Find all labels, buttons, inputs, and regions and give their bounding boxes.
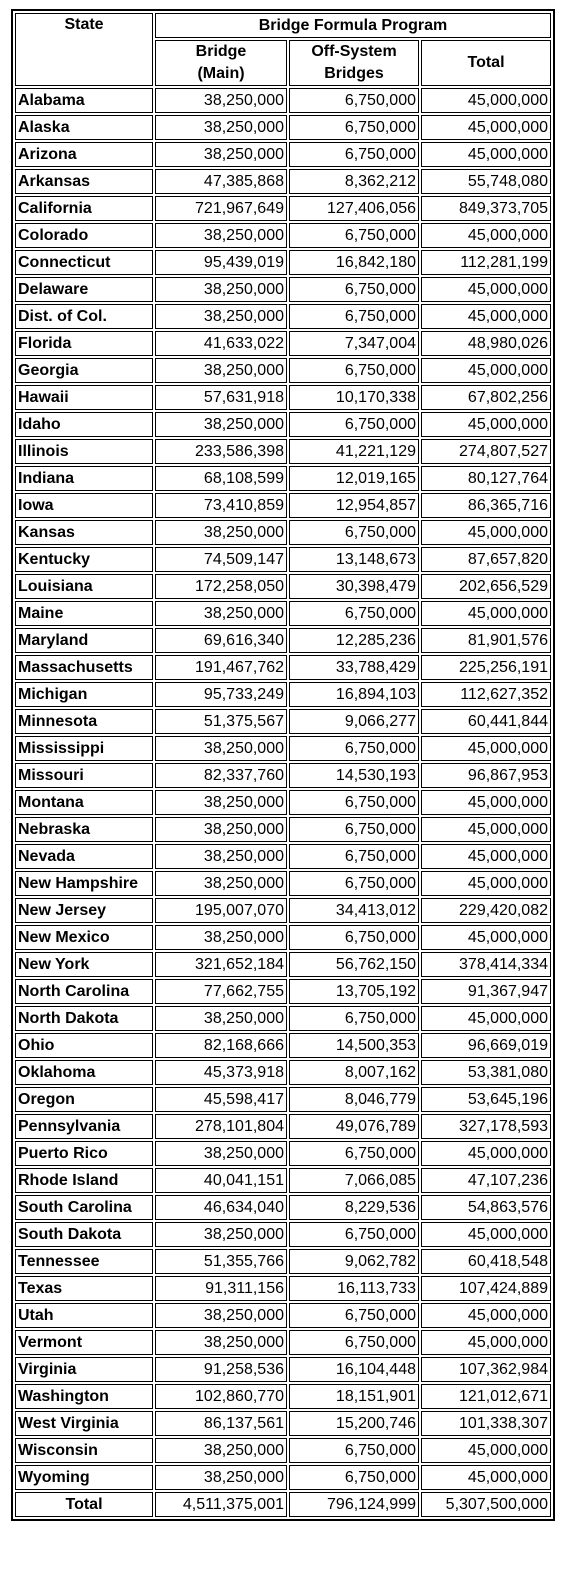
table-header [15,13,551,86]
state-cell: Wyoming [15,1465,153,1490]
bridge-main-cell: 102,860,770 [155,1384,287,1409]
program-group-header: Bridge Formula Program [155,13,551,38]
bridge-main-cell: 38,250,000 [155,601,287,626]
total-cell: 101,338,307 [421,1411,551,1436]
table-row [15,763,551,788]
state-cell: West Virginia [15,1411,153,1436]
state-cell: Indiana [15,466,153,491]
off-system-cell: 6,750,000 [289,1303,419,1328]
bridge-main-cell: 38,250,000 [155,1465,287,1490]
total-cell: 60,418,548 [421,1249,551,1274]
table-row [15,277,551,302]
state-cell: Wisconsin [15,1438,153,1463]
state-cell: Dist. of Col. [15,304,153,329]
bridge-main-cell: 95,733,249 [155,682,287,707]
off-system-cell: 10,170,338 [289,385,419,410]
state-cell: Pennsylvania [15,1114,153,1139]
state-cell: Utah [15,1303,153,1328]
table-row [15,1384,551,1409]
state-cell: Arizona [15,142,153,167]
off-system-cell: 8,362,212 [289,169,419,194]
table-row [15,385,551,410]
table-row [15,1249,551,1274]
total-cell: 45,000,000 [421,277,551,302]
table-row [15,1060,551,1085]
state-cell: North Dakota [15,1006,153,1031]
table-row [15,682,551,707]
state-cell: Delaware [15,277,153,302]
total-cell: 45,000,000 [421,1465,551,1490]
state-cell: Minnesota [15,709,153,734]
off-system-cell: 16,104,448 [289,1357,419,1382]
bridge-main-cell: 38,250,000 [155,1006,287,1031]
grand-total-value: 5,307,500,000 [421,1492,551,1517]
table-row [15,88,551,113]
total-cell: 45,000,000 [421,88,551,113]
table-row [15,1114,551,1139]
off-system-cell: 6,750,000 [289,817,419,842]
bridge-main-column-header [155,40,287,86]
table-row [15,628,551,653]
state-cell: Michigan [15,682,153,707]
total-cell: 80,127,764 [421,466,551,491]
total-cell: 45,000,000 [421,1303,551,1328]
table-row [15,844,551,869]
off-system-cell: 127,406,056 [289,196,419,221]
bridge-main-cell: 74,509,147 [155,547,287,572]
table-row [15,1168,551,1193]
off-system-cell: 6,750,000 [289,358,419,383]
total-cell: 327,178,593 [421,1114,551,1139]
total-cell: 229,420,082 [421,898,551,923]
state-cell: Oklahoma [15,1060,153,1085]
bridge-main-cell: 321,652,184 [155,952,287,977]
total-cell: 45,000,000 [421,871,551,896]
bridge-main-cell: 38,250,000 [155,115,287,140]
off-system-cell: 12,019,165 [289,466,419,491]
off-system-cell: 16,113,733 [289,1276,419,1301]
bridge-main-cell: 38,250,000 [155,790,287,815]
state-column-header: State [15,13,153,86]
total-cell: 55,748,080 [421,169,551,194]
table-row [15,601,551,626]
state-cell: Hawaii [15,385,153,410]
bridge-main-cell: 91,258,536 [155,1357,287,1382]
total-cell: 45,000,000 [421,736,551,761]
total-cell: 121,012,671 [421,1384,551,1409]
bridge-main-cell: 38,250,000 [155,412,287,437]
off-system-cell: 7,347,004 [289,331,419,356]
state-cell: Missouri [15,763,153,788]
off-system-cell: 15,200,746 [289,1411,419,1436]
total-cell: 81,901,576 [421,628,551,653]
off-system-cell: 9,066,277 [289,709,419,734]
total-cell: 53,645,196 [421,1087,551,1112]
bridge-main-cell: 38,250,000 [155,223,287,248]
off-system-cell: 6,750,000 [289,1222,419,1247]
bridge-main-cell: 82,168,666 [155,1033,287,1058]
off-system-header-line2: Bridges [324,65,384,82]
state-cell: Illinois [15,439,153,464]
state-cell: Georgia [15,358,153,383]
bridge-main-cell: 69,616,340 [155,628,287,653]
state-cell: New Mexico [15,925,153,950]
total-cell: 274,807,527 [421,439,551,464]
off-system-cell: 6,750,000 [289,1330,419,1355]
total-cell: 45,000,000 [421,142,551,167]
state-cell: South Dakota [15,1222,153,1247]
bridge-main-cell: 38,250,000 [155,1222,287,1247]
total-cell: 91,367,947 [421,979,551,1004]
state-cell: Kansas [15,520,153,545]
table-row [15,412,551,437]
table-row [15,331,551,356]
state-cell: Rhode Island [15,1168,153,1193]
bridge-main-cell: 38,250,000 [155,817,287,842]
table-row [15,115,551,140]
bridge-main-cell: 38,250,000 [155,142,287,167]
total-cell: 107,424,889 [421,1276,551,1301]
bridge-main-cell: 51,375,567 [155,709,287,734]
bridge-main-cell: 38,250,000 [155,925,287,950]
total-cell: 48,980,026 [421,331,551,356]
off-system-cell: 6,750,000 [289,736,419,761]
off-system-cell: 6,750,000 [289,1465,419,1490]
total-cell: 67,802,256 [421,385,551,410]
table-body [15,88,551,1490]
total-cell: 45,000,000 [421,601,551,626]
bridge-main-cell: 73,410,859 [155,493,287,518]
total-cell: 45,000,000 [421,817,551,842]
table-row [15,1411,551,1436]
off-system-cell: 6,750,000 [289,223,419,248]
state-cell: Puerto Rico [15,1141,153,1166]
total-cell: 107,362,984 [421,1357,551,1382]
bridge-main-cell: 51,355,766 [155,1249,287,1274]
total-cell: 96,867,953 [421,763,551,788]
bridge-main-cell: 91,311,156 [155,1276,287,1301]
off-system-cell: 9,062,782 [289,1249,419,1274]
off-system-cell: 34,413,012 [289,898,419,923]
total-column-header: Total [421,40,551,86]
total-off-system-value: 796,124,999 [289,1492,419,1517]
total-cell: 45,000,000 [421,520,551,545]
off-system-cell: 8,046,779 [289,1087,419,1112]
off-system-cell: 6,750,000 [289,871,419,896]
bridge-main-cell: 38,250,000 [155,277,287,302]
state-cell: Alabama [15,88,153,113]
bridge-main-cell: 172,258,050 [155,574,287,599]
state-cell: New Hampshire [15,871,153,896]
state-cell: New York [15,952,153,977]
off-system-cell: 30,398,479 [289,574,419,599]
bridge-main-cell: 38,250,000 [155,1330,287,1355]
total-cell: 112,627,352 [421,682,551,707]
total-cell: 45,000,000 [421,358,551,383]
off-system-cell: 6,750,000 [289,412,419,437]
state-cell: Nebraska [15,817,153,842]
total-row [15,1492,551,1517]
table-row [15,925,551,950]
table-row [15,952,551,977]
table-row [15,1438,551,1463]
off-system-header-line1: Off-System [311,43,397,60]
total-cell: 225,256,191 [421,655,551,680]
table-row [15,1141,551,1166]
bridge-main-cell: 45,598,417 [155,1087,287,1112]
state-cell: Montana [15,790,153,815]
table-row [15,1276,551,1301]
bridge-main-cell: 38,250,000 [155,871,287,896]
off-system-cell: 6,750,000 [289,277,419,302]
total-cell: 45,000,000 [421,790,551,815]
table-row [15,574,551,599]
state-cell: Connecticut [15,250,153,275]
table-row [15,871,551,896]
off-system-cell: 7,066,085 [289,1168,419,1193]
total-label: Total [15,1492,153,1517]
table-row [15,1303,551,1328]
bridge-main-cell: 68,108,599 [155,466,287,491]
off-system-cell: 6,750,000 [289,88,419,113]
table-row [15,655,551,680]
table-row [15,439,551,464]
table-row [15,358,551,383]
total-cell: 87,657,820 [421,547,551,572]
bridge-main-cell: 38,250,000 [155,1438,287,1463]
bridge-main-cell: 38,250,000 [155,88,287,113]
table-row [15,1357,551,1382]
off-system-cell: 14,530,193 [289,763,419,788]
bridge-formula-table [11,9,555,1521]
off-system-cell: 41,221,129 [289,439,419,464]
state-cell: Tennessee [15,1249,153,1274]
off-system-cell: 6,750,000 [289,925,419,950]
state-cell: Florida [15,331,153,356]
off-system-cell: 18,151,901 [289,1384,419,1409]
bridge-main-cell: 82,337,760 [155,763,287,788]
table-row [15,1087,551,1112]
table-row [15,1465,551,1490]
total-cell: 202,656,529 [421,574,551,599]
off-system-cell: 14,500,353 [289,1033,419,1058]
off-system-cell: 13,148,673 [289,547,419,572]
bridge-main-cell: 38,250,000 [155,844,287,869]
table-row [15,196,551,221]
off-system-cell: 13,705,192 [289,979,419,1004]
bridge-main-cell: 95,439,019 [155,250,287,275]
state-cell: California [15,196,153,221]
bridge-main-cell: 38,250,000 [155,736,287,761]
table-row [15,304,551,329]
bridge-main-cell: 86,137,561 [155,1411,287,1436]
off-system-cell: 6,750,000 [289,304,419,329]
state-cell: Iowa [15,493,153,518]
total-cell: 378,414,334 [421,952,551,977]
off-system-cell: 16,842,180 [289,250,419,275]
off-system-cell: 56,762,150 [289,952,419,977]
bridge-main-cell: 721,967,649 [155,196,287,221]
state-cell: Oregon [15,1087,153,1112]
state-cell: Louisiana [15,574,153,599]
bridge-main-cell: 38,250,000 [155,1141,287,1166]
bridge-main-cell: 57,631,918 [155,385,287,410]
state-cell: Arkansas [15,169,153,194]
state-cell: Maryland [15,628,153,653]
page [11,9,555,1521]
state-cell: Massachusetts [15,655,153,680]
off-system-cell: 6,750,000 [289,601,419,626]
state-cell: Kentucky [15,547,153,572]
table-footer [15,1492,551,1517]
total-cell: 45,000,000 [421,1222,551,1247]
bridge-main-cell: 38,250,000 [155,358,287,383]
table-row [15,1006,551,1031]
off-system-cell: 12,285,236 [289,628,419,653]
state-cell: New Jersey [15,898,153,923]
table-row [15,709,551,734]
total-cell: 53,381,080 [421,1060,551,1085]
table-row [15,1330,551,1355]
bridge-main-cell: 38,250,000 [155,1303,287,1328]
total-cell: 86,365,716 [421,493,551,518]
table-row [15,817,551,842]
table-row [15,1033,551,1058]
total-cell: 45,000,000 [421,1141,551,1166]
bridge-main-cell: 41,633,022 [155,331,287,356]
table-row [15,169,551,194]
state-cell: Alaska [15,115,153,140]
total-cell: 60,441,844 [421,709,551,734]
state-cell: Maine [15,601,153,626]
total-main-value: 4,511,375,001 [155,1492,287,1517]
table-row [15,1222,551,1247]
bridge-main-cell: 47,385,868 [155,169,287,194]
table-row [15,250,551,275]
bridge-main-cell: 46,634,040 [155,1195,287,1220]
off-system-cell: 6,750,000 [289,844,419,869]
state-cell: Nevada [15,844,153,869]
total-cell: 45,000,000 [421,304,551,329]
off-system-cell: 33,788,429 [289,655,419,680]
off-system-cell: 49,076,789 [289,1114,419,1139]
table-row [15,979,551,1004]
total-cell: 54,863,576 [421,1195,551,1220]
total-cell: 45,000,000 [421,1438,551,1463]
state-cell: North Carolina [15,979,153,1004]
off-system-cell: 6,750,000 [289,520,419,545]
bridge-main-header-line1: Bridge [195,43,247,60]
table-row [15,520,551,545]
state-cell: Washington [15,1384,153,1409]
state-cell: Mississippi [15,736,153,761]
table-row [15,1195,551,1220]
off-system-cell: 8,229,536 [289,1195,419,1220]
state-cell: Idaho [15,412,153,437]
bridge-main-cell: 233,586,398 [155,439,287,464]
off-system-cell: 6,750,000 [289,1438,419,1463]
state-cell: Vermont [15,1330,153,1355]
state-cell: Virginia [15,1357,153,1382]
off-system-cell: 16,894,103 [289,682,419,707]
state-cell: South Carolina [15,1195,153,1220]
state-cell: Texas [15,1276,153,1301]
table-row [15,142,551,167]
off-system-cell: 6,750,000 [289,1141,419,1166]
bridge-main-cell: 195,007,070 [155,898,287,923]
off-system-column-header [289,40,419,86]
total-cell: 96,669,019 [421,1033,551,1058]
total-cell: 45,000,000 [421,1006,551,1031]
bridge-main-header-line2: (Main) [197,65,245,82]
off-system-cell: 6,750,000 [289,1006,419,1031]
total-cell: 45,000,000 [421,925,551,950]
bridge-main-cell: 45,373,918 [155,1060,287,1085]
table-row [15,547,551,572]
table-row [15,736,551,761]
off-system-cell: 6,750,000 [289,790,419,815]
table-row [15,790,551,815]
off-system-cell: 6,750,000 [289,115,419,140]
off-system-cell: 8,007,162 [289,1060,419,1085]
total-cell: 47,107,236 [421,1168,551,1193]
off-system-cell: 12,954,857 [289,493,419,518]
table-row [15,493,551,518]
total-cell: 45,000,000 [421,223,551,248]
total-cell: 849,373,705 [421,196,551,221]
off-system-cell: 6,750,000 [289,142,419,167]
bridge-main-cell: 38,250,000 [155,304,287,329]
bridge-main-cell: 40,041,151 [155,1168,287,1193]
total-cell: 45,000,000 [421,1330,551,1355]
state-cell: Colorado [15,223,153,248]
state-cell: Ohio [15,1033,153,1058]
table-row [15,223,551,248]
total-cell: 45,000,000 [421,115,551,140]
total-cell: 45,000,000 [421,412,551,437]
table-row [15,466,551,491]
total-cell: 45,000,000 [421,844,551,869]
bridge-main-cell: 191,467,762 [155,655,287,680]
total-cell: 112,281,199 [421,250,551,275]
bridge-main-cell: 38,250,000 [155,520,287,545]
bridge-main-cell: 278,101,804 [155,1114,287,1139]
bridge-main-cell: 77,662,755 [155,979,287,1004]
table-row [15,898,551,923]
